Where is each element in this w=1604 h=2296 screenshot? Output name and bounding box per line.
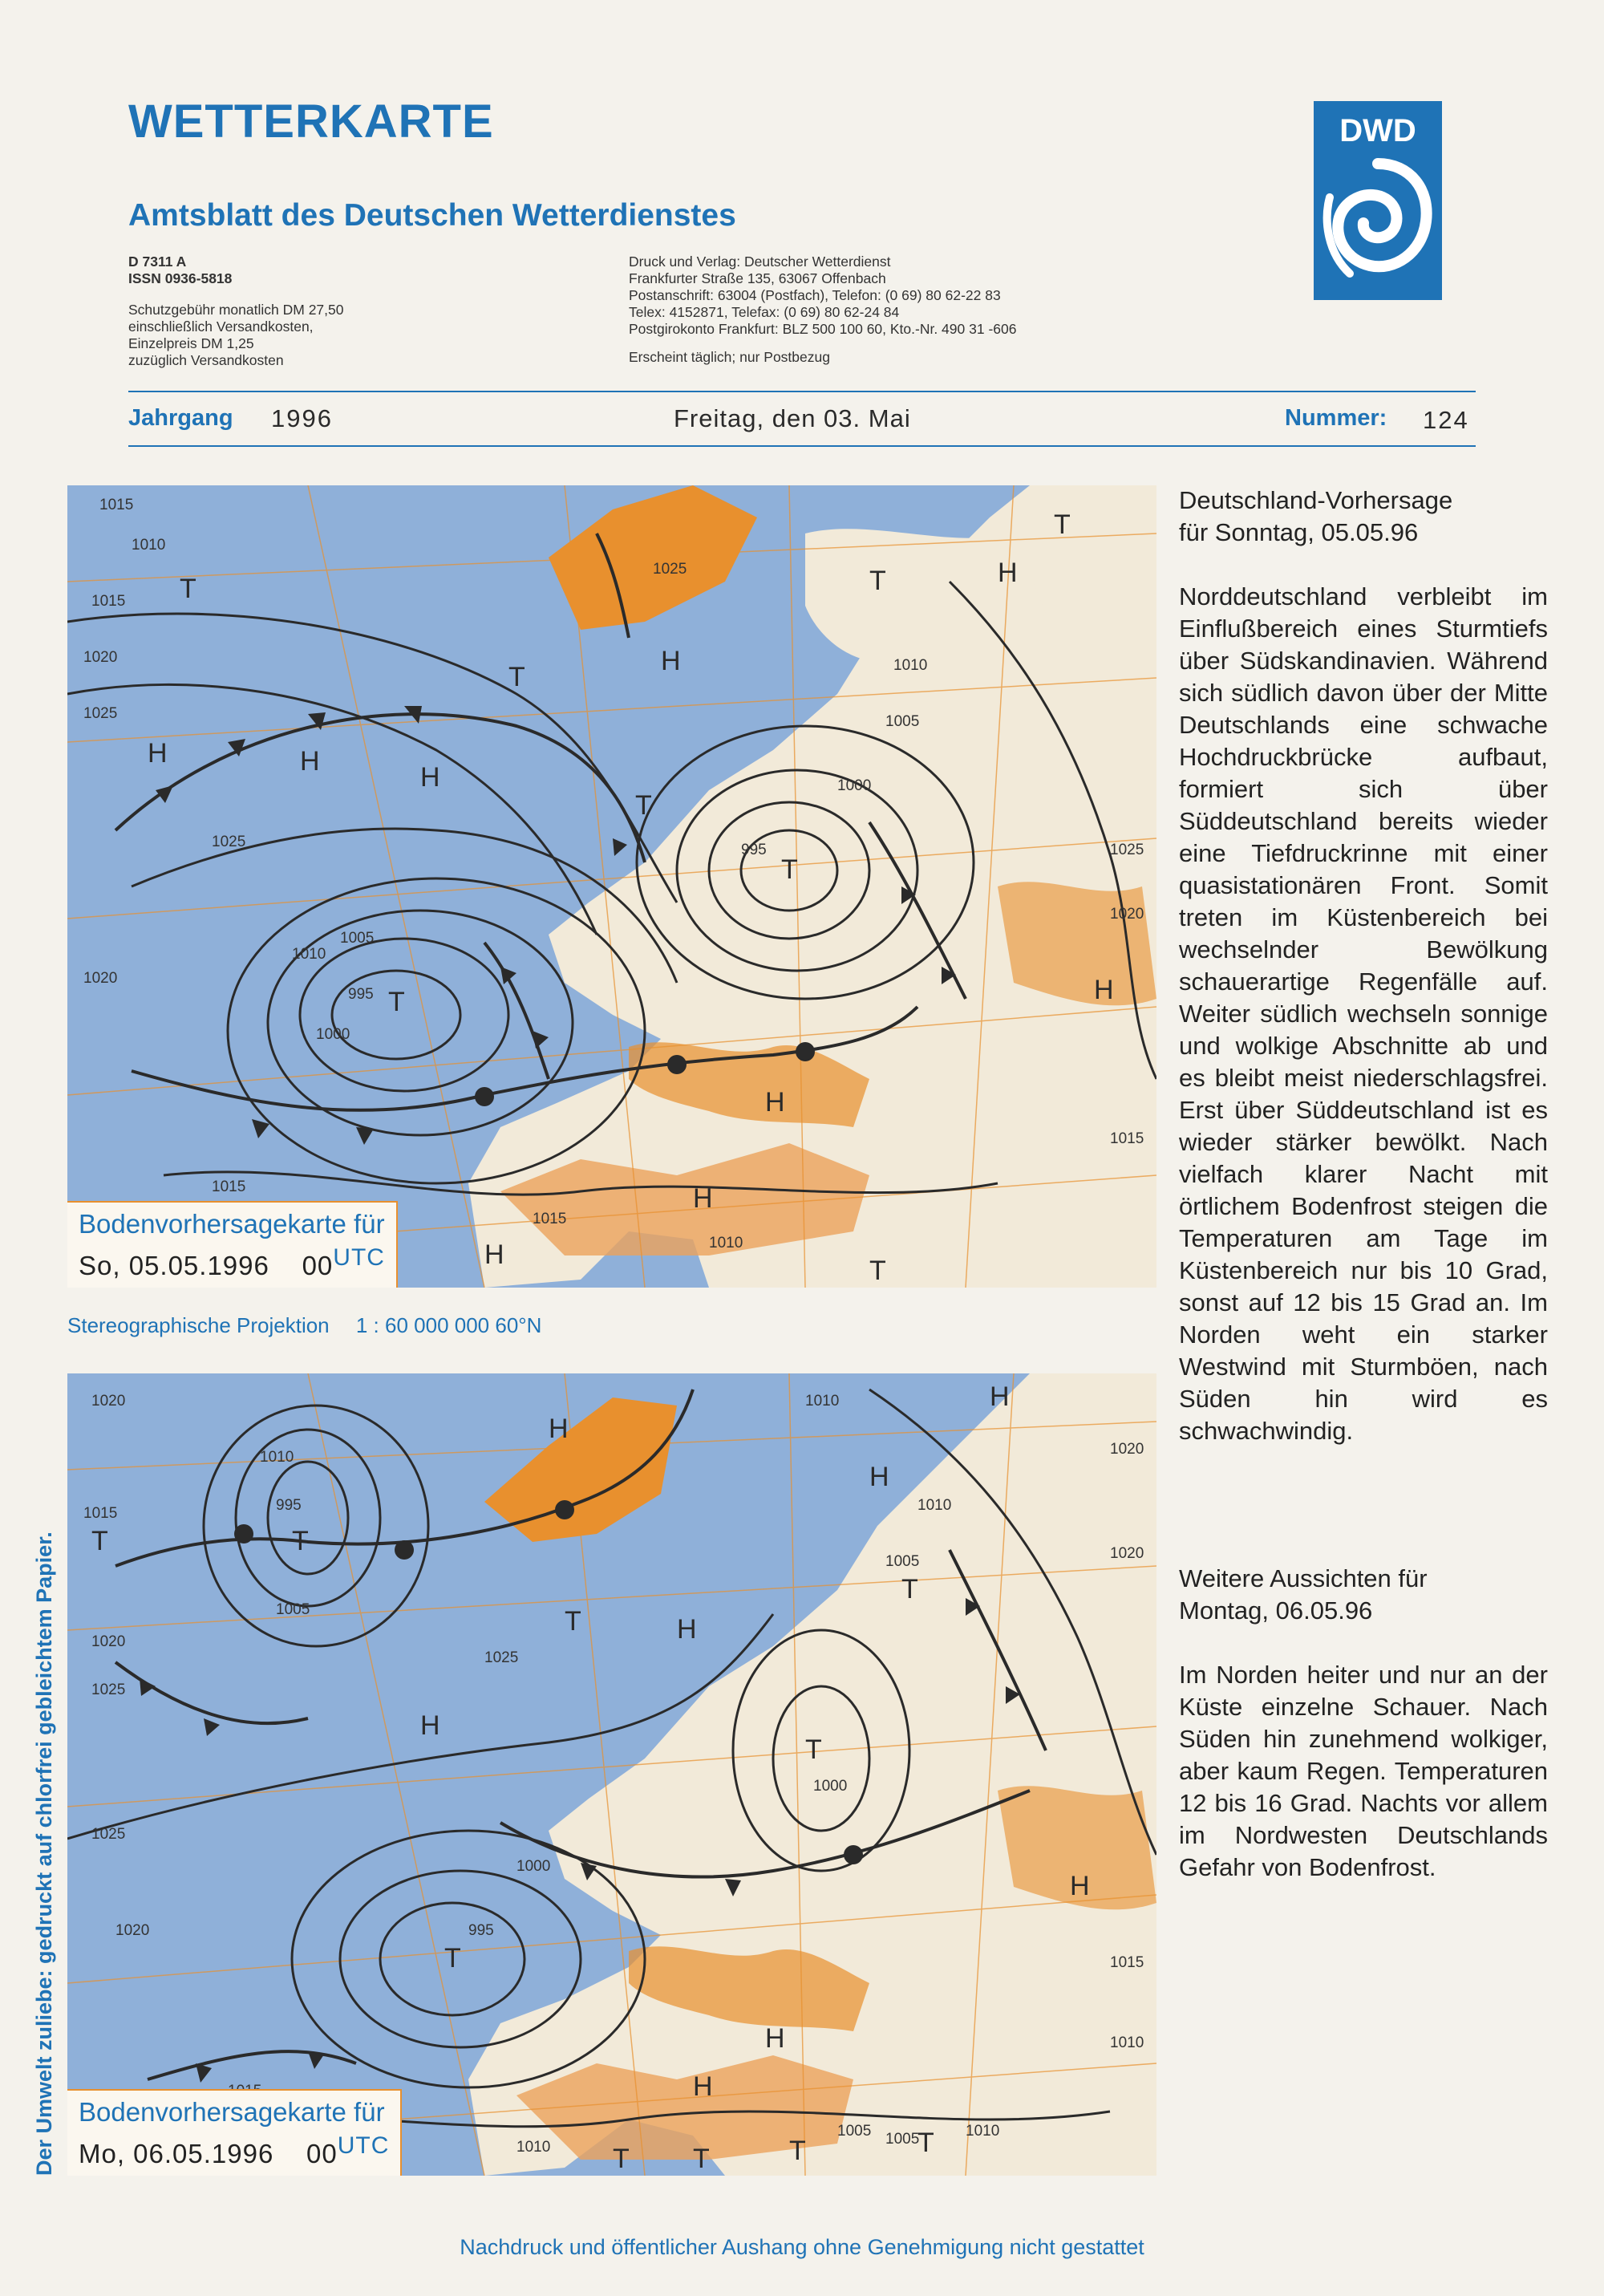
system-marker: T	[635, 790, 652, 821]
nummer-label: Nummer:	[1285, 405, 1387, 431]
system-marker: T	[613, 2144, 630, 2174]
isobar-label: 1005	[340, 930, 375, 947]
system-marker: H	[693, 1183, 713, 1214]
map-monday-graphic	[67, 1373, 1156, 2176]
isobar-label: 1000	[837, 777, 872, 794]
isobar-label: 1020	[115, 1922, 150, 1939]
isobar-label: 1020	[1110, 1441, 1144, 1458]
system-marker: T	[781, 854, 798, 885]
isobar-label: 995	[468, 1922, 494, 1939]
system-marker: H	[1070, 1871, 1090, 1901]
header-rule-bottom	[128, 445, 1476, 447]
isobar-label: 1025	[653, 561, 687, 578]
publisher-info	[629, 254, 1206, 366]
isobar-label: 1010	[516, 2139, 551, 2156]
isobar-label: 1025	[83, 705, 118, 722]
system-marker: T	[693, 2144, 710, 2174]
system-marker: H	[693, 2071, 713, 2102]
isobar-label: 1020	[83, 649, 118, 666]
map-caption-date	[79, 1244, 385, 1281]
map-caption-title: Bodenvorhersagekarte für	[79, 2097, 385, 2127]
map-caption-date	[79, 2132, 389, 2169]
isobar-label: 1010	[260, 1449, 294, 1466]
outlook-paragraph: Im Norden heiter und nur an der Küste einzelne Schauer. Nach Süden hin zunehmend wolkiger, aber kaum Regen. Temperaturen 12 bis 16 Grad. Nachts vor allem im Nordwesten Deutschlands Gefahr von Bodenfrost.	[1179, 1661, 1548, 1881]
system-marker: H	[765, 1087, 785, 1118]
nummer-value: 124	[1423, 406, 1469, 434]
isobar-label: 1025	[91, 1681, 126, 1698]
map-caption-title: Bodenvorhersagekarte für	[79, 1209, 385, 1239]
isobar-label: 1010	[1110, 2034, 1144, 2051]
system-marker: H	[677, 1614, 697, 1645]
map-time: 00	[306, 2139, 338, 2168]
isobar-label: 1025	[484, 1649, 519, 1666]
system-marker: H	[148, 738, 168, 769]
publisher-line: Telex: 4152871, Telefax: (0 69) 80 62-24 84	[629, 304, 900, 320]
map-time: 00	[302, 1251, 334, 1280]
isobar-label: 1005	[885, 713, 920, 730]
map-date: So, 05.05.1996	[79, 1251, 269, 1280]
forecast-map-monday	[67, 1373, 1156, 2176]
isobar-label: 1000	[516, 1858, 551, 1875]
system-marker: T	[1054, 509, 1071, 540]
isobar-label: 1010	[966, 2123, 1000, 2140]
postal-number: D 7311 A	[128, 254, 187, 270]
isobar-label: 1010	[805, 1393, 840, 1410]
jahrgang-label: Jahrgang	[128, 405, 233, 431]
isobar-label: 1020	[1110, 1545, 1144, 1562]
dwd-logo	[1306, 101, 1450, 302]
isobar-label: 1005	[885, 1553, 920, 1570]
fee-line: einschließlich Versandkosten,	[128, 318, 314, 335]
isobar-label: 1005	[837, 2123, 872, 2140]
system-marker: H	[1094, 975, 1114, 1005]
map-caption-sunday	[67, 1201, 398, 1288]
forecast-map-sunday	[67, 485, 1156, 1288]
map-caption-monday	[67, 2089, 402, 2176]
forecast-heading-line: für Sonntag, 05.05.96	[1179, 518, 1419, 546]
utc-label: UTC	[333, 1244, 385, 1271]
fee-line: Schutzgebühr monatlich DM 27,50	[128, 302, 344, 318]
publisher-line: Postgirokonto Frankfurt: BLZ 500 100 60, Kto.-Nr. 490 31 -606	[629, 321, 1017, 337]
fee-line: Einzelpreis DM 1,25	[128, 335, 254, 351]
page-subtitle: Amtsblatt des Deutschen Wetterdienstes	[128, 198, 736, 233]
system-marker: H	[998, 558, 1018, 588]
system-marker: T	[180, 574, 196, 604]
copyright-footer: Nachdruck und öffentlicher Aushang ohne Genehmigung nicht gestattet	[460, 2235, 1144, 2259]
issn: ISSN 0936-5818	[128, 270, 233, 286]
system-marker: H	[420, 1710, 440, 1741]
system-marker: T	[917, 2128, 934, 2158]
system-marker: H	[661, 646, 681, 676]
publisher-line: Druck und Verlag: Deutscher Wetterdienst	[629, 254, 891, 270]
publisher-line: Frankfurter Straße 135, 63067 Offenbach	[629, 270, 886, 286]
system-marker: H	[869, 1462, 889, 1492]
projection-text: Stereographische Projektion	[67, 1313, 330, 1337]
isobar-label: 1000	[316, 1026, 350, 1043]
map-sunday-graphic	[67, 485, 1156, 1288]
system-marker: T	[444, 1943, 461, 1974]
isobar-label: 1015	[83, 1505, 118, 1522]
forecast-heading-line: Deutschland-Vorhersage	[1179, 486, 1453, 514]
system-marker: T	[901, 1574, 918, 1604]
publication-ids	[128, 254, 626, 369]
isobar-label: 995	[348, 986, 374, 1003]
system-marker: H	[300, 746, 320, 777]
isobar-label: 1005	[276, 1601, 310, 1618]
system-marker: T	[91, 1526, 108, 1556]
logo-text: DWD	[1339, 113, 1416, 148]
system-marker: T	[869, 566, 886, 596]
system-marker: T	[805, 1734, 822, 1765]
isobar-label: 1020	[91, 1393, 126, 1410]
system-marker: T	[789, 2136, 806, 2166]
projection-note	[67, 1313, 541, 1338]
isobar-label: 1015	[212, 1178, 246, 1195]
system-marker: T	[508, 662, 525, 692]
system-marker: T	[388, 987, 405, 1017]
isobar-label: 1025	[212, 834, 246, 850]
isobar-label: 1020	[91, 1633, 126, 1650]
isobar-label: 995	[276, 1497, 302, 1514]
header-rule-top	[128, 391, 1476, 392]
utc-label: UTC	[337, 2132, 390, 2159]
outlook-heading	[1179, 1563, 1548, 1627]
page-title: WETTERKARTE	[128, 95, 494, 148]
environment-note: Der Umwelt zuliebe: gedruckt auf chlorfrei gebleichtem Papier.	[32, 1531, 56, 2176]
map-date: Mo, 06.05.1996	[79, 2139, 274, 2168]
system-marker: H	[990, 1381, 1010, 1412]
system-marker: H	[420, 762, 440, 793]
isobar-label: 1025	[1110, 842, 1144, 858]
issue-date: Freitag, den 03. Mai	[674, 404, 911, 432]
isobar-label: 1015	[91, 593, 126, 610]
forecast-heading	[1179, 485, 1548, 549]
outlook-heading-line: Montag, 06.05.96	[1179, 1596, 1373, 1625]
system-marker: H	[549, 1414, 569, 1444]
isobar-label: 1015	[533, 1211, 567, 1227]
isobar-label: 1015	[1110, 1130, 1144, 1147]
system-marker: T	[292, 1526, 309, 1556]
outlook-heading-line: Weitere Aussichten für	[1179, 1564, 1428, 1592]
isobar-label: 1005	[885, 2131, 920, 2148]
isobar-label: 1010	[893, 657, 928, 674]
system-marker: H	[765, 2023, 785, 2054]
forecast-paragraph: Norddeutschland verbleibt im Einflußbereich eines Sturmtiefs über Südskandinavien. Während sich südlich davon über der Mitte Deutschlands eine schwache Hochdruckbrücke aufbaut, formiert sich über Süddeutschland bereits wieder eine Tiefdruckrinne mit einer quasistationären Front. Somit treten im Küstenbereich bei wechselnder Bewölkung schauerartige Regenfälle auf. Weiter südlich wechseln sonnige und wolkige Abschnitte ab und es bleibt meist niederschlagsfrei. Erst über Süddeutschland ist es wieder stärker bewölkt. Nach vielfach klarer Nacht mit örtlichem Bodenfrost steigen die Temperaturen am Tage im Küstenbereich nur bis 10 Grad, sonst auf 12 bis 15 Grad an. Im Norden weht ein starker Westwind mit Sturmböen, nach Süden hin wird es schwachwindig.	[1179, 582, 1548, 1445]
isobar-label: 1025	[91, 1826, 126, 1843]
system-marker: T	[565, 1606, 581, 1637]
projection-scale: 1 : 60 000 000 60°N	[355, 1313, 542, 1337]
jahrgang-value: 1996	[271, 404, 333, 432]
isobar-label: 1015	[1110, 1954, 1144, 1971]
isobar-label: 1015	[99, 497, 134, 513]
isobar-label: 1010	[917, 1497, 952, 1514]
outlook-text	[1179, 1659, 1548, 1884]
isobar-label: 1020	[83, 970, 118, 987]
isobar-label: 995	[741, 842, 767, 858]
isobar-label: 1010	[709, 1235, 743, 1251]
isobar-label: 1010	[292, 946, 326, 963]
system-marker: H	[484, 1239, 504, 1270]
publisher-line: Postanschrift: 63004 (Postfach), Telefon: (0 69) 80 62-22 83	[629, 287, 1001, 303]
forecast-text	[1179, 581, 1548, 1447]
schedule-line: Erscheint täglich; nur Postbezug	[629, 349, 830, 365]
isobar-label: 1020	[1110, 906, 1144, 923]
system-marker: T	[869, 1255, 886, 1286]
isobar-label: 1010	[132, 537, 166, 554]
isobar-label: 1000	[813, 1778, 848, 1795]
fee-line: zuzüglich Versandkosten	[128, 352, 284, 368]
